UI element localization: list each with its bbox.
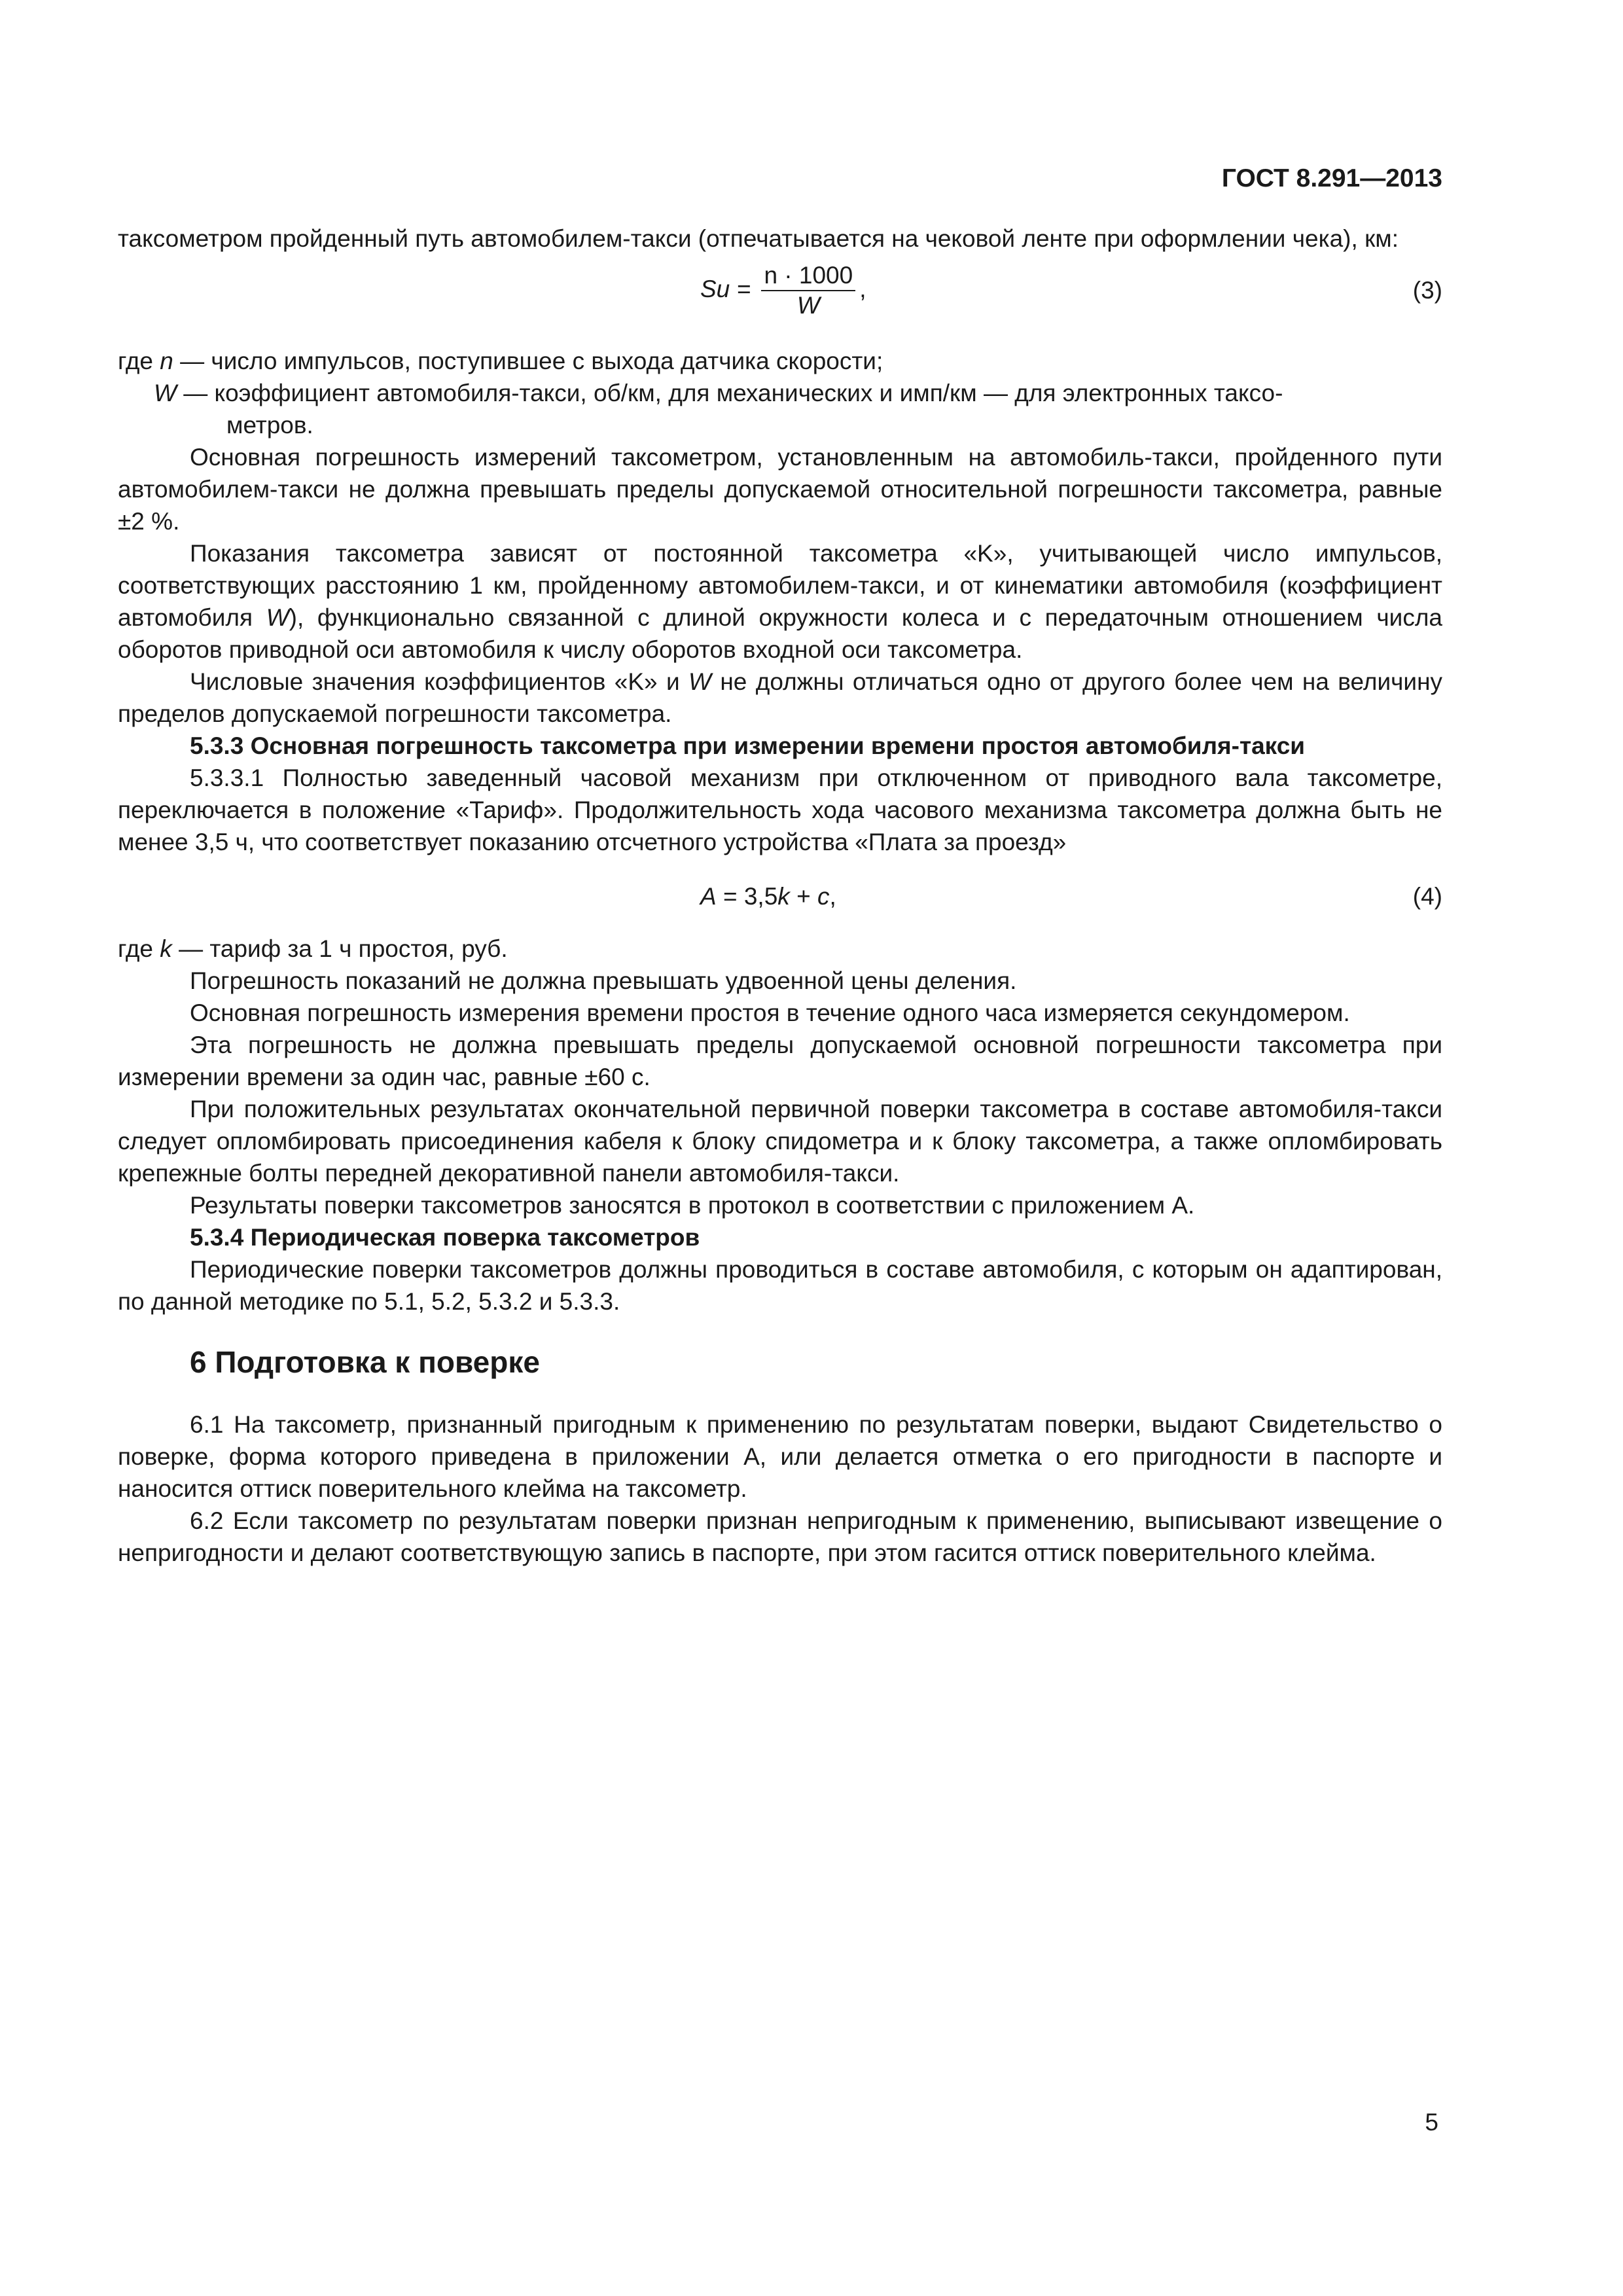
paragraph-results: Результаты поверки таксометров заносятся в протокол в соответствии с приложением А. (190, 1192, 1195, 1219)
paragraph-main-error: Основная погрешность измерений таксометром, установленным на автомобиль-такси, пройденного пути автомобилем-такси не должна превышать пределы допускаемой относительной погрешности таксометра, равные ±2 %. (118, 444, 1442, 535)
paragraph-idle-time-error: Основная погрешность измерения времени простоя в течение одного часа измеряется секундомером. (190, 999, 1350, 1026)
formula-3-number: (3) (1412, 277, 1442, 304)
paragraph-periodic: Периодические поверки таксометров должны проводиться в составе автомобиля, с которым он адаптирован, по данной методике по 5.1, 5.2, 5.3.2 и 5.3.3. (118, 1256, 1442, 1315)
formula-3-numerator: n · 1000 (761, 261, 855, 291)
variable-k: k (160, 935, 172, 962)
variable-w: W (154, 380, 177, 406)
paragraph-6-2: 6.2 Если таксометр по результатам поверки признан непригодным к применению, выписывают извещение о непригодности и делают соответствующую запись в паспорте, при этом гасится оттиск поверительного клейма. (118, 1507, 1442, 1566)
heading-5-3-3: 5.3.3 Основная погрешность таксометра при измерении времени простоя автомобиля-такси (190, 732, 1306, 759)
paragraph-sealing: При положительных результатах окончательной первичной поверки таксометра в составе автомобиля-такси следует опломбировать присоединения кабеля к блоку спидометра и к блоку таксометра, а также опломбировать крепежные болты передней декоративной панели автомобиля-такси. (118, 1096, 1442, 1187)
section-6-title: 6 Подготовка к поверке (190, 1345, 540, 1379)
paragraph-coefficients: Числовые значения коэффициентов «K» и W не должны отличаться одно от другого более чем на величину пределов допускаемой погрешности таксометра. (118, 668, 1442, 727)
formula-3 (118, 255, 1442, 333)
paragraph-5-3-3-1: 5.3.3.1 Полностью заведенный часовой механизм при отключенном от приводного вала таксометре, переключается в положение «Тариф». Продолжительность хода часового механизма таксометра должна быть не менее 3,5 ч, что соответствует показанию отсчетного устройства «Плата за проезд» (118, 764, 1442, 855)
variable-k-definition: где k — тариф за 1 ч простоя, руб. (118, 935, 508, 962)
formula-3-lhs: Su = (700, 275, 751, 302)
intro-paragraph: таксометром пройденный путь автомобилем-такси (отпечатывается на чековой ленте при оформлении чека), км: (118, 225, 1399, 252)
paragraph-readings: Показания таксометра зависят от постоянной таксометра «K», учитывающей число импульсов, соответствующих расстоянию 1 км, пройденному автомобилем-такси, и от кинематики автомобиля (коэффициент автомобиля W), функционально связанной с длиной окружности колеса и с передаточным отношением числа оборотов приводной оси автомобиля к числу оборотов входной оси таксометра. (118, 540, 1442, 663)
formula-3-denominator: W (796, 292, 820, 319)
variable-n: n (160, 348, 173, 374)
paragraph-reading-error: Погрешность показаний не должна превышать удвоенной цены деления. (190, 967, 1017, 994)
formula-3-fraction (761, 261, 855, 320)
page-number: 5 (1425, 2109, 1438, 2136)
paragraph-6-1: 6.1 На таксометр, признанный пригодным к применению по результатам поверки, выдают Свидетельство о поверке, форма которого приведена в приложении А, или делается отметка о его пригодности в паспорте и наносится оттиск поверительного клейма на таксометр. (118, 1411, 1442, 1502)
variable-n-definition: где n — число импульсов, поступившее с выхода датчика скорости; (118, 348, 883, 374)
formula-3-tail: , (859, 275, 866, 302)
variable-list-1 (118, 345, 1442, 441)
formula-4 (118, 867, 1442, 933)
formula-4-number: (4) (1412, 883, 1442, 910)
variable-w-definition-cont: метров. (226, 412, 313, 439)
variable-w-definition: W — коэффициент автомобиля-такси, об/км, для механических и имп/км — для электронных таксо- (154, 380, 1283, 406)
page-body (118, 157, 1442, 1569)
paragraph-error-limit: Эта погрешность не должна превышать пределы допускаемой основной погрешности таксометра при измерении времени за один час, равные ±60 с. (118, 1031, 1442, 1090)
heading-5-3-4: 5.3.4 Периодическая поверка таксометров (190, 1224, 700, 1251)
formula-4-expression: A = 3,5k + c, (700, 883, 836, 910)
formula-3-expression (700, 261, 866, 320)
document-header-id: ГОСТ 8.291—2013 (1221, 164, 1442, 192)
